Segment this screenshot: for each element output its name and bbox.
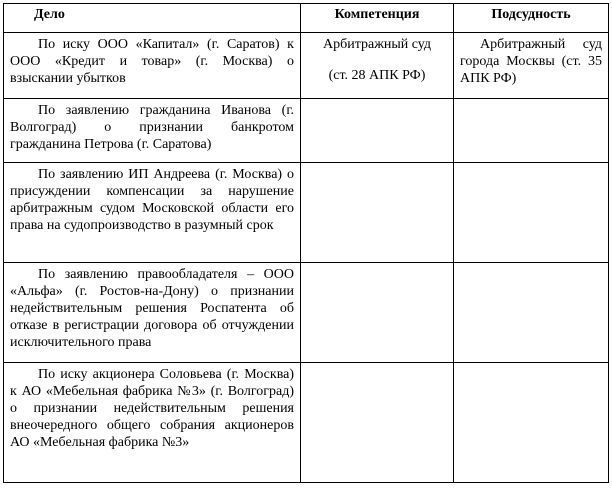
case-cell: По иску акционера Соловьева (г. Москва) к АО «Мебельная фабрика №3» (г. Волгоград) о признании недействительным решения внеочередного общего собрания акционеров АО «Мебельная фабрика №3» bbox=[4, 363, 301, 483]
competence-cell bbox=[301, 263, 454, 363]
jurisdiction-cell bbox=[454, 163, 609, 263]
case-cell: По заявлению гражданина Иванова (г. Волгоград) о признании банкротом гражданина Петрова (г. Саратова) bbox=[4, 99, 301, 163]
jurisdiction-cell bbox=[454, 99, 609, 163]
jurisdiction-cell: Арбитражный суд города Москвы (ст. 35 АПК РФ) bbox=[454, 33, 609, 99]
table-row bbox=[4, 163, 609, 263]
table-row bbox=[4, 263, 609, 363]
case-cell: По заявлению правообладателя – ООО «Альфа» (г. Ростов-на-Дону) о признании недействительным решения Роспатента об отказе в регистрации договора об отчуждении исключительного права bbox=[4, 263, 301, 363]
header-jurisdiction: Подсудность bbox=[454, 4, 609, 33]
competence-cell bbox=[301, 363, 454, 483]
cases-table bbox=[3, 3, 609, 483]
competence-cell bbox=[301, 99, 454, 163]
competence-cell bbox=[301, 163, 454, 263]
header-row bbox=[4, 4, 609, 33]
table-row bbox=[4, 33, 609, 99]
competence-article: (ст. 28 АПК РФ) bbox=[328, 68, 426, 83]
header-competence: Компетенция bbox=[301, 4, 454, 33]
table-row bbox=[4, 99, 609, 163]
jurisdiction-cell bbox=[454, 363, 609, 483]
competence-court: Арбитражный суд bbox=[322, 37, 432, 52]
case-cell: По заявлению ИП Андреева (г. Москва) о присуждении компенсации за нарушение арбитражным судом Московской области его права на судопроизводство в разумный срок bbox=[4, 163, 301, 263]
header-case: Дело bbox=[4, 4, 301, 33]
jurisdiction-cell bbox=[454, 263, 609, 363]
table-row bbox=[4, 363, 609, 483]
case-cell: По иску ООО «Капитал» (г. Саратов) к ООО «Кредит и товар» (г. Москва) о взыскании убытков bbox=[4, 33, 301, 99]
competence-cell bbox=[301, 33, 454, 99]
